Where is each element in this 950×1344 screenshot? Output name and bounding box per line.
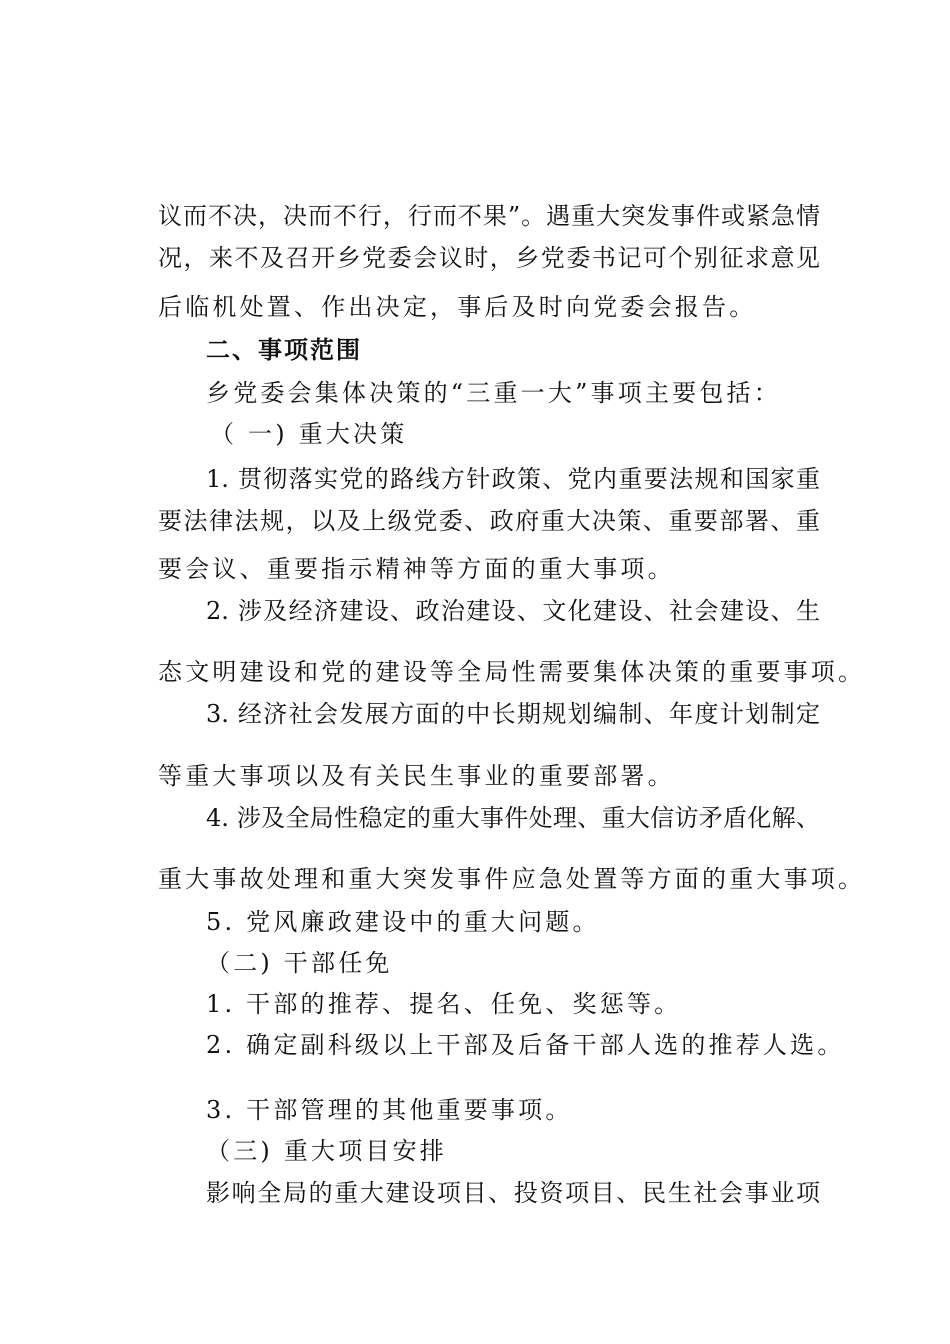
list-item-line: 2. 涉及经济建设、政治建设、文化建设、社会建设、生 [206,597,820,625]
list-item-line: 5. 党风廉政建设中的重大问题。 [206,908,600,936]
paragraph-line: 况，来不及召开乡党委会议时，乡党委书记可个别征求意见 [158,244,820,272]
list-item-line: 3. 干部管理的其他重要事项。 [206,1096,573,1124]
paragraph-line: 议而不决，决而不行，行而不果”。遇重大突发事件或紧急情 [158,202,820,230]
list-item-line: 3. 经济社会发展方面的中长期规划编制、年度计划制定 [206,700,820,728]
paragraph-line: 等重大事项以及有关民生事业的重要部署。 [158,762,675,790]
paragraph-line: 乡党委会集体决策的“三重一大”事项主要包括： [206,379,781,407]
paragraph-line: 重大事故处理和重大突发事件应急处置等方面的重大事项。 [158,865,866,893]
paragraph-line: 后临机处置、作出决定，事后及时向党委会报告。 [158,293,757,321]
list-item-line: 1. 贯彻落实党的路线方针政策、党内重要法规和国家重 [206,465,820,493]
list-item-line: 2. 确定副科级以上干部及后备干部人选的推荐人选。 [206,1031,845,1059]
paragraph-line: 态文明建设和党的建设等全局性需要集体决策的重要事项。 [158,658,866,686]
subsection-heading: （ 一) 重大决策 [210,420,408,448]
list-item-line: 4. 涉及全局性稳定的重大事件处理、重大信访矛盾化解、 [206,804,820,832]
subsection-heading: （三) 重大项目安排 [206,1137,447,1165]
subsection-heading: （二) 干部任免 [206,949,393,977]
section-heading: 二、事项范围 [206,336,362,364]
list-item-line: 影响全局的重大建设项目、投资项目、民生社会事业项 [206,1179,820,1207]
list-item-line: 1. 干部的推荐、提名、任免、奖惩等。 [206,990,682,1018]
paragraph-line: 要法律法规，以及上级党委、政府重大决策、重要部署、重 [158,507,820,535]
paragraph-line: 要会议、重要指示精神等方面的重大事项。 [158,555,675,583]
